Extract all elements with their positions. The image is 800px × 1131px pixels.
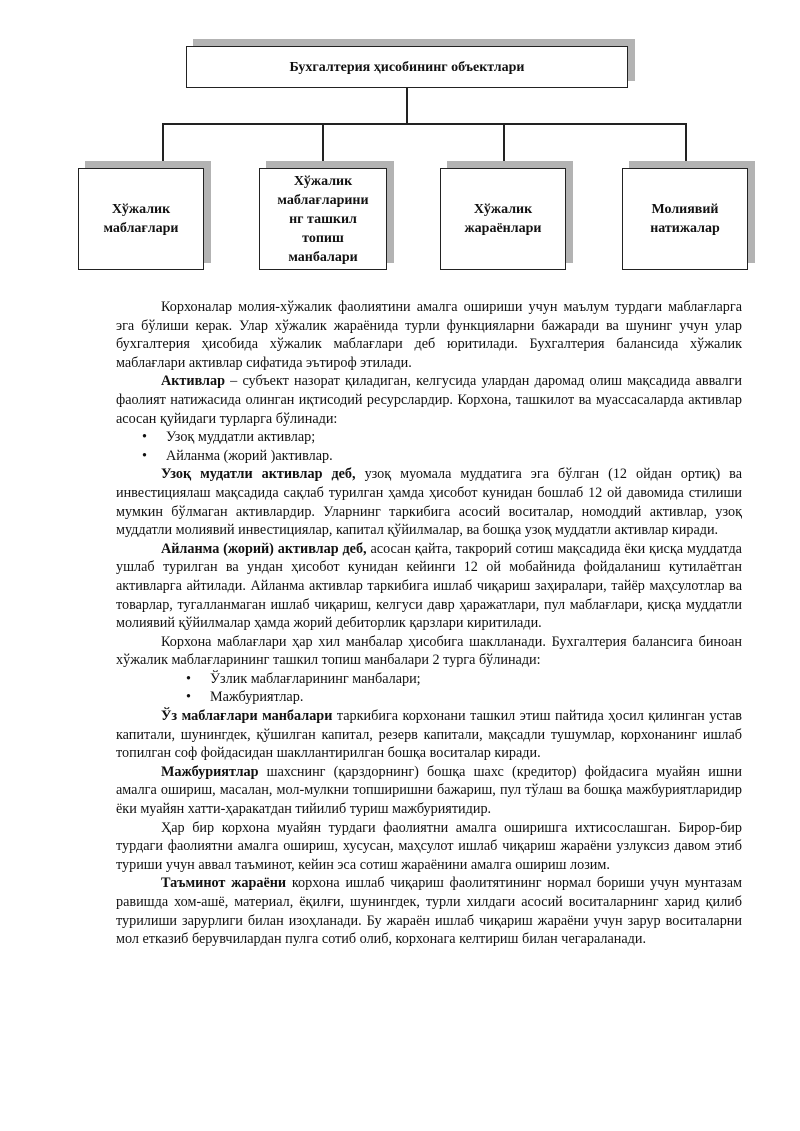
diagram-root-label: Бухгалтерия ҳисобининг объектлари <box>289 59 525 75</box>
diagram-box-label: Хўжалик маблағлари <box>103 202 179 236</box>
funding-sources-list <box>116 670 742 707</box>
diagram-box-economic-processes <box>440 168 566 270</box>
paragraph-text: – субъект назорат қиладиган, келгусида улардан даромад олиш мақсадида аввалги фаолият натижасида олинган иқтисодий ресурслардир. Корхона, ташкилот ва муассасаларда активлар асосан қуйидаги турларга бўлинади: <box>116 373 742 427</box>
term: Мажбуриятлар <box>161 763 259 780</box>
diagram-box-economic-funds <box>78 168 204 270</box>
list-item: • Айланма (жорий )активлар. <box>116 447 742 466</box>
connector-drop-3 <box>503 123 505 168</box>
paragraph <box>116 540 742 633</box>
diagram-box-label: Хўжалик жараёнлари <box>464 202 542 236</box>
diagram-box-label: Молиявий натижалар <box>650 202 720 236</box>
paragraph <box>116 874 742 948</box>
paragraph-text: корхона ишлаб чиқариш фаолитятининг нормал бориши учун мунтазам равишда хом-ашё, материал, ёқилғи, шунингдек, турли хилдаги асосий воситаларнинг харид қилиб турилиши зарурлиги билан изоҳланади. Бу жараён ишлаб чиқариш жараёни учун зарур воситаларни мол етказиб берувчилардан пулга сотиб олиб, корхонага келтириш билан чегараланади. <box>116 875 742 948</box>
list-item: • Мажбуриятлар. <box>116 688 742 707</box>
paragraph-text: узоқ муомала муддатига эга бўлган (12 ойдан ортиқ) ва инвестициялаш мақсадида сақлаб турилган ҳамда ҳисобот кунидан бошлаб 12 ой давомида стилиши мумкин бўлмаган активлардир. Уларнинг таркибига асосий воситалар, номоддий активлар, узоқ муддатли молиявий инвестициялар, капитал қўйилмалар, ва бошқа узоқ муддатли активлар киради. <box>116 466 742 539</box>
objects-diagram <box>0 0 800 290</box>
diagram-box-financial-results <box>622 168 748 270</box>
document-body <box>116 298 742 949</box>
paragraph <box>116 763 742 819</box>
connector-drop-1 <box>162 123 164 168</box>
connector-drop-2 <box>322 123 324 168</box>
paragraph <box>116 372 742 428</box>
term: Активлар <box>161 373 225 390</box>
paragraph-text: таркибига корхонани ташкил этиш пайтида ҳосил қилинган устав капитали, шунингдек, қўшилган капитал, резерв капитали, мақсадли тушумлар, корхонанинг ишлаб топилган соф фойдасидан шакллантирилган бошқа воситалар киради. <box>116 708 742 762</box>
diagram-root-box <box>186 46 628 88</box>
connector-root-vertical <box>406 88 408 124</box>
diagram-box-funding-sources <box>259 168 387 270</box>
paragraph-text: шахснинг (қарздорнинг) бошқа шахс (кредитор) фойдасига муайян ишни амалга ошириш, масалан, мол-мулкни топширишни бажариш, пул тўлаш ва бошқа мажбуриятларидир ёки муайян хатти-ҳаракатдан тийилиб туриш мажбуриятидир. <box>116 763 742 818</box>
term: Ўз маблағлари манбалари <box>161 708 333 725</box>
list-item: • Узоқ муддатли активлар; <box>116 428 742 447</box>
paragraph: Корхона маблағлари ҳар хил манбалар ҳисобига шаклланади. Бухгалтерия балансига биноан хўжалик маблағларининг ташкил топиш манбалари 2 турга бўлинади: <box>116 633 742 669</box>
connector-drop-4 <box>685 123 687 168</box>
term: Айланма (жорий) активлар деб, <box>161 540 367 557</box>
paragraph: Ҳар бир корхона муайян турдаги фаолиятни амалга оширишга ихтисослашган. Бирор-бир турдаги фаолиятни амалга ошириш, хусусан, маҳсулот ишлаб чиқариш жараёни узлуксиз давом этиб туриши учун аввал таъминот, кейин эса сотиш жараёнини амалга ошириш лозим. <box>116 819 742 873</box>
asset-types-list <box>116 428 742 465</box>
term: Таъминот жараёни <box>161 875 287 892</box>
term: Узоқ мудатли активлар деб, <box>161 466 356 483</box>
paragraph <box>116 707 742 763</box>
paragraph <box>116 465 742 539</box>
connector-horizontal <box>162 123 686 125</box>
diagram-box-label: Хўжалик маблағларини нг ташкил топиш манбалари <box>277 173 369 265</box>
paragraph-text: асосан қайта, такрорий сотиш мақсадида ёки қисқа муддатда ушлаб турилган ва ундан ҳисобот кунидан кейинги 12 ой мобайнида фойдаланиш кутилаётган активларга айтилади. Айланма активлар таркибига ишлаб чиқариш заҳиралари, тайёр маҳсулотлар ва товарлар, тугалланмаган ишлаб чиқариш, келгуси давр ҳаражатлари, пул маблағлари, қисқа муддатли молиявий қўйилмалар ҳамда жорий дебиторлик қарзлари киритилади. <box>116 540 742 632</box>
paragraph: Корхоналар молия-хўжалик фаолиятини амалга ошириши учун маълум турдаги маблағларга эга бўлиши керак. Улар хўжалик жараёнида турли функцияларни бажаради ва шунинг учун улар бухгалтерия ҳисобида хўжалик маблағлари деб юритилади. Бухгалтерия балансида хўжалик маблағлари активлар сифатида эътироф этилади. <box>116 299 742 371</box>
list-item: • Ўзлик маблағларининг манбалари; <box>116 670 742 689</box>
